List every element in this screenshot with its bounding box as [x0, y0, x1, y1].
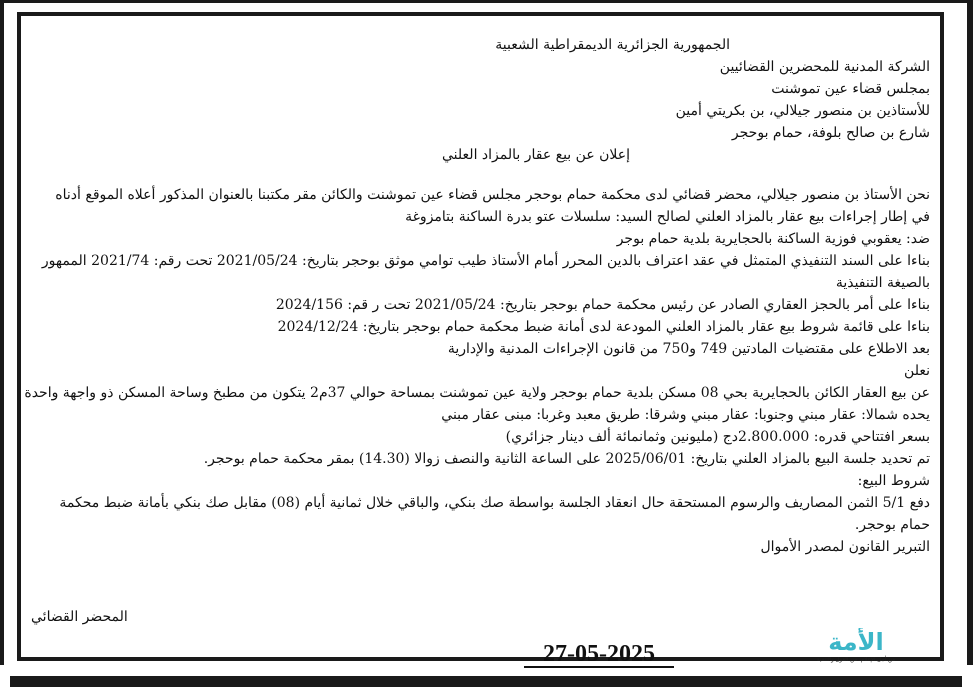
notice-text: [24, 34, 930, 558]
body-line-14: دفع 5/1 الثمن المصاريف والرسوم المستحقة حال انعقاد الجلسة بواسطة صك بنكي، والباقي خلال ثمانية أيام (08) مقابل صك بنكي بأمانة ضبط محكمة حمام بوحجر.: [59, 495, 930, 533]
bottom-border: [10, 676, 962, 687]
body-line-3: ضد: يعقوبي فوزية الساكنة بالحجايرية بلدية حمام بوجر: [616, 231, 930, 247]
body-line-4: بناءا على السند التنفيذي المتمثل في عقد اعتراف بالدين المحرر أمام الأستاذ طيب توامي موثق بوحجر بتاريخ: 2021/05/24 تحت رقم: 2021/74 الممهور بالصيغة التنفيذية: [41, 253, 930, 291]
body-line-15: التبرير القانون لمصدر الأموال: [760, 539, 930, 555]
newspaper-logo: [798, 628, 914, 664]
announcement-title: إعلان عن بيع عقار بالمزاد العلني: [442, 147, 630, 163]
body-line-9: عن بيع العقار الكائن بالحجايرية بحي 08 مسكن بلدية حمام بوحجر ولاية عين تموشنت بمساحة حوالي 37م2 يتكون من مطبخ وساحة المسكن ذو واجهة واحدة: [24, 385, 930, 401]
council-name: بمجلس قضاء عين تموشنت: [771, 81, 930, 97]
body-line-13: شروط البيع:: [857, 473, 930, 489]
body-line-11: بسعر افتتاحي قدره: 2.800.000دج (مليونين وثمانمائة ألف دينار جزائري): [505, 429, 930, 445]
left-border: [0, 0, 4, 665]
body-line-12: تم تحديد جلسة البيع بالمزاد العلني بتاريخ: 2025/06/01 على الساعة الثانية والنصف زوالا (14.30) بمقر محكمة حمام بوحجر.: [203, 451, 930, 467]
bailiffs-names: للأستاذين بن منصور جيلالي، بن بكريتي أمين: [675, 103, 930, 119]
body-line-5: بناءا على أمر بالحجز العقاري الصادر عن رئيس محكمة حمام بوحجر بتاريخ: 2021/05/24 تحت ر قم: 2024/156: [275, 297, 930, 313]
street-address: شارع بن صالح بلوفة، حمام بوحجر: [731, 125, 930, 141]
body-line-6: بناءا على قائمة شروط بيع عقار بالمزاد العلني المودعة لدى أمانة ضبط محكمة حمام بوحجر بتاريخ: 2024/12/24: [277, 319, 930, 335]
body-line-10: يحده شمالا: عقار مبني وجنوبا: عقار مبني وشرقا: طريق معبد وغربا: مبنى عقار مبني: [441, 407, 930, 423]
signature-label: المحضر القضائي: [31, 609, 128, 625]
body-line-2: في إطار إجراءات بيع عقار بالمزاد العلني لصالح السيد: سلسلات عتو بدرة الساكنة بتامزوغة: [405, 209, 930, 225]
republic-heading: الجمهورية الجزائرية الديمقراطية الشعبية: [495, 37, 730, 53]
logo-tagline: من أجل الإعلام، من القول والتنمية: [816, 657, 896, 663]
publication-date: 27-05-2025: [524, 642, 674, 668]
body-line-7: بعد الاطلاع على مقتضيات المادتين 749 و750 من قانون الإجراءات المدنية والإدارية: [447, 341, 930, 357]
right-border: [967, 0, 973, 665]
notice-frame: [17, 12, 944, 667]
body-line-1: نحن الأستاذ بن منصور جيلالي، محضر قضائي لدى محكمة حمام بوحجر مجلس قضاء عين تموشنت والكائن مقر مكتبنا بالعنوان المذكور أعلاه الموقع أدناه: [55, 187, 930, 203]
body-line-8: نعلن: [904, 363, 930, 379]
top-border: [0, 0, 973, 3]
company-name: الشركة المدنية للمحضرين القضائيين: [719, 59, 930, 75]
logo-wordmark: الأمة: [828, 628, 884, 656]
